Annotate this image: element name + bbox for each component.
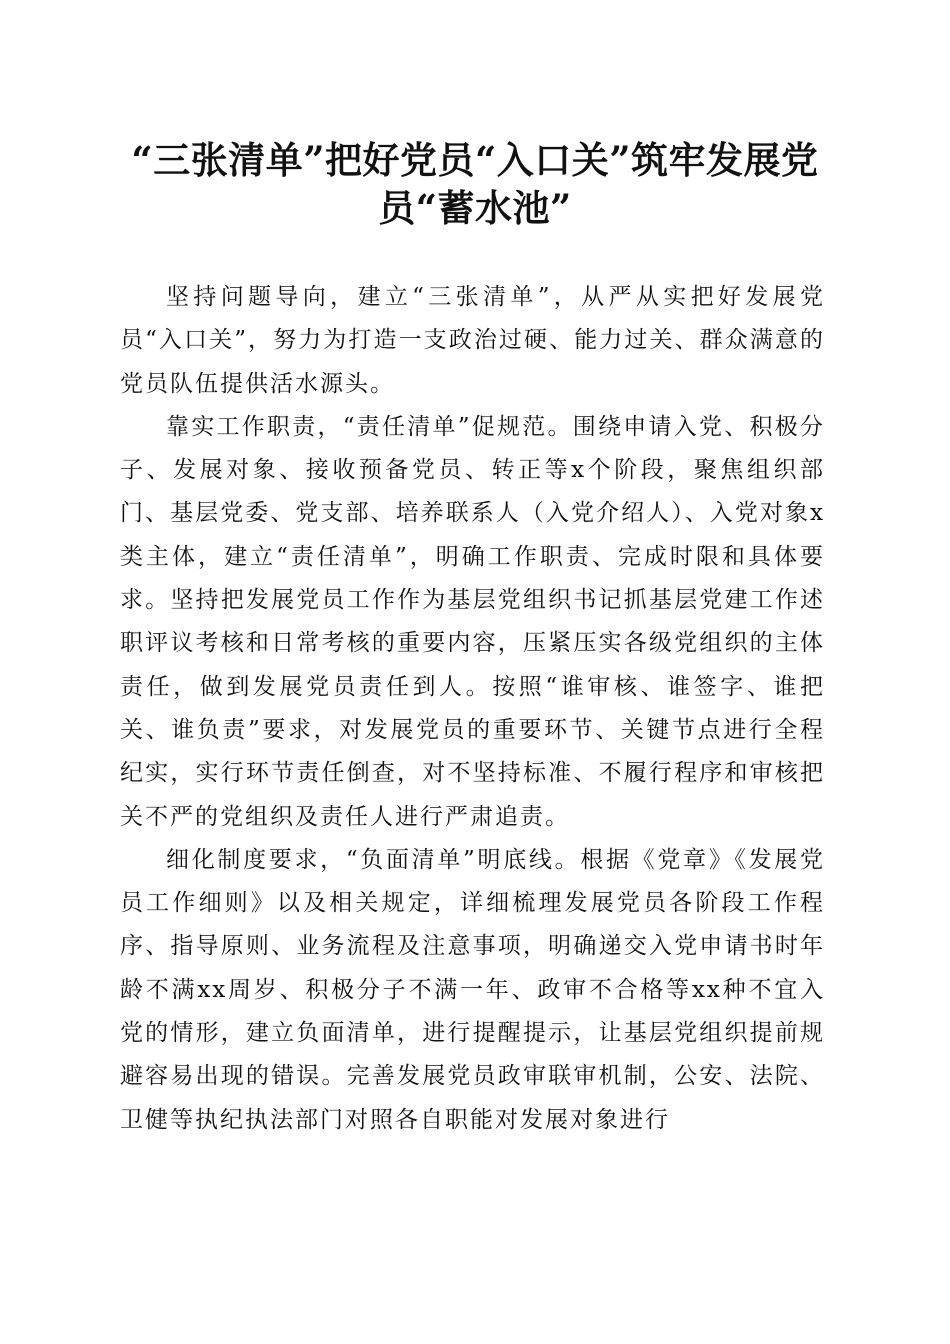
document-body — [120, 276, 825, 1142]
document-title: “三张清单”把好党员“入口关”筑牢发展党员“蓄水池” — [131, 138, 819, 230]
paragraph-intro: 坚持问题导向，建立“三张清单”，从严从实把好发展党员“入口关”，努力为打造一支政治过硬、能力过关、群众满意的党员队伍提供活水源头。 — [120, 284, 825, 397]
paragraph-negative-list: 细化制度要求，“负面清单”明底线。根据《党章》《发展党员工作细则》以及相关规定，详细梳理发展党员各阶段工作程序、指导原则、业务流程及注意事项，明确递交入党申请书时年龄不满xx周岁、积极分子不满一年、政审不合格等xx种不宜入党的情形，建立负面清单，进行提醒提示，让基层党组织提前规避容易出现的错误。完善发展党员政审联审机制，公安、法院、卫健等执纪执法部门对照各自职能对发展对象进行 — [120, 846, 825, 1133]
paragraph-responsibility-list: 靠实工作职责，“责任清单”促规范。围绕申请入党、积极分子、发展对象、接收预备党员、转正等x个阶段，聚焦组织部门、基层党委、党支部、培养联系人（入党介绍人）、入党对象x类主体，建立“责任清单”，明确工作职责、完成时限和具体要求。坚持把发展党员工作作为基层党组织书记抓基层党建工作述职评议考核和日常考核的重要内容，压紧压实各级党组织的主体责任，做到发展党员责任到人。按照“谁审核、谁签字、谁把关、谁负责”要求，对发展党员的重要环节、关键节点进行全程纪实，实行环节责任倒查，对不坚持标准、不履行程序和审核把关不严的党组织及责任人进行严肃追责。 — [120, 413, 825, 830]
